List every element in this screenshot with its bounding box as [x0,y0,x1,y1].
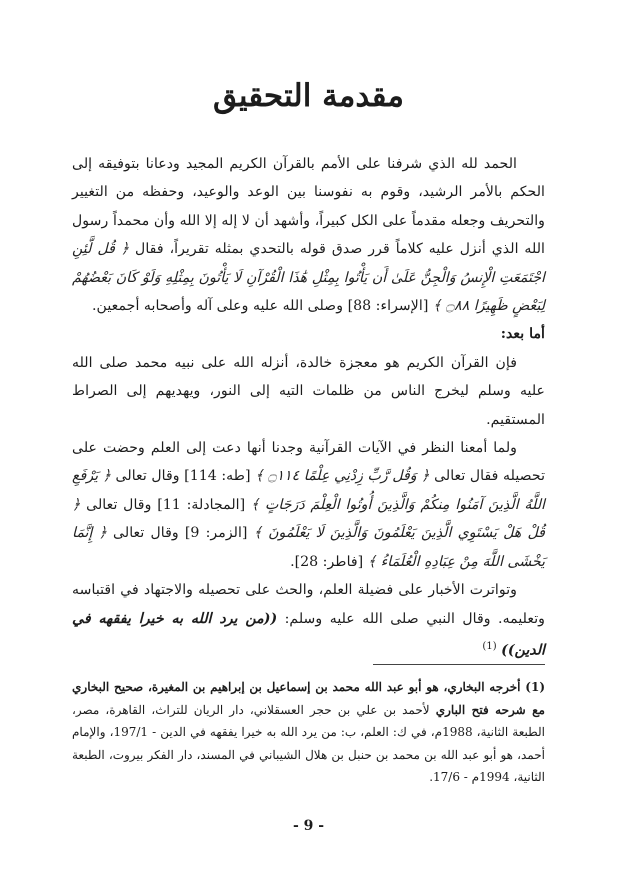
hadith-quote: ((من يرد الله به خيرا يفقهه في الدين)) [72,610,545,659]
page-title: مقدمة التحقيق [213,78,404,114]
footnote-block [72,676,545,789]
paragraph-3 [72,434,545,576]
paragraph-4 [72,576,545,665]
paragraph-1 [72,150,545,320]
paragraph-4-text: وتواترت الأخبار على فضيلة العلم، والحث على تحصيله والاجتهاد في اقتباسه وتعليمه. وقال النبي صلى الله عليه وسلم: [72,582,545,627]
quran-verse-taha: ﴿ وَقُل رَّبِّ زِدْنِي عِلْمًا ۝١١٤ ﴾ [255,468,430,485]
paragraph-3-part-e: [فاطر: 28]. [290,553,364,570]
quran-verse-fatir: ﴿ إِنَّمَا يَخْشَى اللَّهَ مِنْ عِبَادِهِ الْعُلَمَاءُ ﴾ [72,525,545,570]
footnote-rest: لأحمد بن علي بن حجر العسقلاني، دار الريان للتراث، القاهرة، مصر، الطبعة الثانية، 1988م، في ك: العلم، ب: من يرد الله به خيرا يفقهه في الدين - 197/1، والإمام أحمد، هو أبو عبد الله بن محمد بن حنبل بن هلال الشيباني في المسند، دار الفكر بيروت، الطبعة الثانية، 1994م - 17/6. [72,702,545,785]
paragraph-1-text: الحمد لله الذي شرفنا على الأمم بالقرآن الكريم المجيد ودعانا بتوفيقه إلى الحكم بالأمر الرشيد، وقوم به نفوسنا بين الوعد والوعيد، وحفظه من التغيير والتحريف وجعله مقدماً على الكل كبيراً، وأشهد أن لا إله إلا الله وأن محمداً رسول الله الذي أنزل عليه كلاماً قرر صدق قوله بالتحدي بمثله تقريراً، فقال [72,156,546,258]
paragraph-3-part-b: [طه: 114] وقال تعالى [115,468,251,485]
quran-verse-isra: ﴿ قُل لَّئِنِ اجْتَمَعَتِ الْإِنسُ وَالْجِنُّ عَلَىٰ أَن يَأْتُوا بِمِثْلِ هَٰذَا الْقُرْآنِ لَا يَأْتُونَ بِمِثْلِهِ وَلَوْ كَانَ بَعْضُهُمْ لِبَعْضٍ ظَهِيرًا ۝٨٨ ﴾ [72,241,545,315]
quran-verse-zumar: ﴿ قُلْ هَلْ يَسْتَوِي الَّذِينَ يَعْلَمُونَ وَالَّذِينَ لَا يَعْلَمُونَ ﴾ [72,496,545,542]
main-text [72,150,545,665]
paragraph-1-end: [الإسراء: 88] وصلى الله عليه وعلى آله وأصحابه أجمعين. [92,298,429,315]
page-number: - 9 - [292,818,325,834]
paragraph-3-part-d: [الزمر: 9] وقال تعالى [113,525,248,542]
footnote-lead: (1) أخرجه البخاري، هو أبو عبد الله محمد بن إسماعيل بن إبراهيم بن المغيرة، صحيح البخاري مع شرحه فتح الباري [72,680,545,717]
footnote-separator [373,664,545,665]
quran-verse-mujadila: ﴿ يَرْفَعِ اللَّهُ الَّذِينَ آمَنُوا مِنكُمْ وَالَّذِينَ أُوتُوا الْعِلْمَ دَرَجَاتٍ ﴾ [72,468,545,513]
ama-bad-heading: أما بعد: [500,326,545,343]
paragraph-3-part-a: ولما أمعنا النظر في الآيات القرآنية وجدنا أنها دعت إلى العلم وحضت على تحصيله فقال تعالى [72,440,546,485]
paragraph-3-part-c: [المجادلة: 11] وقال تعالى [86,496,246,513]
paragraph-2: فإن القرآن الكريم هو معجزة خالدة، أنزله الله على نبيه محمد صلى الله عليه وسلم ليخرج الناس من ظلمات التيه إلى النور، ويهديهم إلى الصراط المستقيم. [72,354,545,428]
footnote-marker[interactable]: (1) [482,640,497,652]
